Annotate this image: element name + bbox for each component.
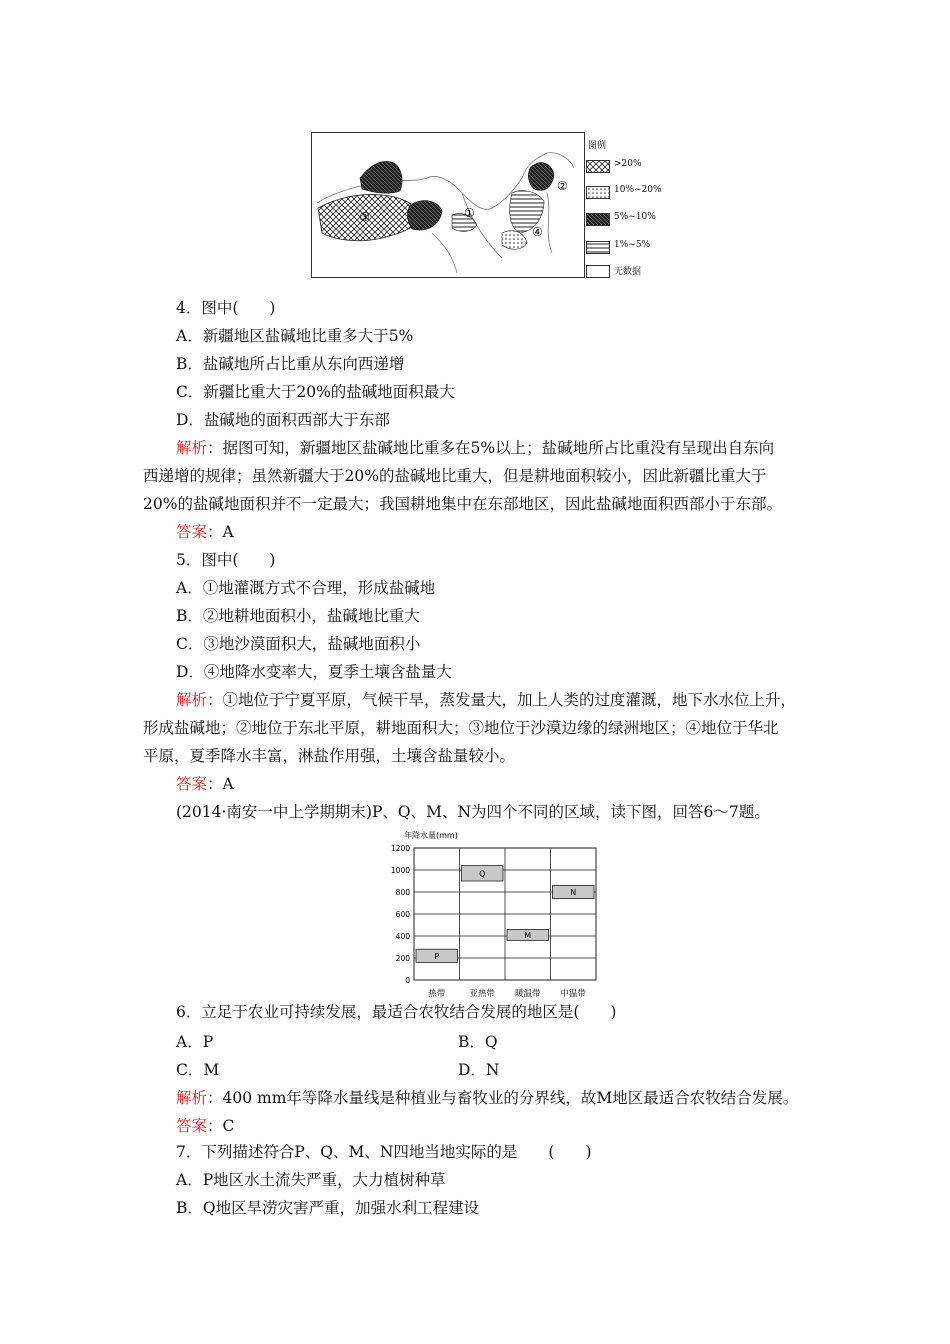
q4-analysis-line-2: 西递增的规律；虽然新疆大于20%的盐碱地比重大，但是耕地面积较小，因此新疆比重大于 [143,467,767,485]
q5-analysis-label: 解析 [176,691,208,709]
y-tick-0: 0 [405,976,410,985]
marker-2: ② [557,179,568,193]
marker-4: ④ [532,225,543,239]
legend-swatch-lines [586,241,610,254]
legend-item-5-10: 5%~10% [586,211,666,227]
legend-item-10-20: 10%~20% [586,184,666,200]
legend-swatch-dots [586,186,610,199]
region-xinjiang [318,195,422,241]
q5-option-c: C．③地沙漠面积大，盐碱地面积小 [176,635,421,653]
x-tick-0: 热带 [428,989,446,999]
legend-swatch-blank [586,265,610,278]
bar-label-Q: Q [479,869,486,879]
marker-3: ③ [359,210,370,224]
y-tick-800: 800 [395,888,410,897]
q7-option-a: A．P地区水土流失严重，大力植树种草 [176,1171,446,1189]
q6-option-a: A．P [176,1033,214,1051]
intro-text: (2014·南安一中上学期期末)P、Q、M、N为四个不同的区域，读下图，回答6～7题。 [176,803,770,821]
region-dark-ne [528,163,554,191]
marker-1: ① [464,206,475,220]
region-dots [502,231,527,250]
q4-option-b: B．盐碱地所占比重从东向西递增 [176,355,405,373]
q6-option-c: C．M [176,1061,220,1079]
legend-item-gt20: >20% [586,158,666,174]
y-tick-200: 200 [395,954,410,963]
x-tick-3: 中温带 [560,989,587,999]
x-tick-1: 亚热带 [469,989,496,999]
legend-swatch-dark [586,213,610,226]
x-tick-2: 暖温带 [514,989,541,999]
q5-answer: 答案：A [176,775,234,793]
q5-option-b: B．②地耕地面积小，盐碱地比重大 [176,607,420,625]
chart-title: 年降水量(mm) [404,831,458,840]
bar-label-M: M [524,930,532,940]
region-dark-north [360,161,402,193]
y-tick-1000: 1000 [390,866,410,875]
y-tick-400: 400 [395,932,410,941]
q5-analysis-line-2: 形成盐碱地；②地位于东北平原，耕地面积大；③地位于沙漠边缘的绿洲地区；④地位于华北 [143,719,779,737]
y-tick-1200: 1200 [390,844,410,853]
q6-option-b: B．Q [458,1033,498,1051]
legend-title: 图例 [588,141,607,151]
map-drawing [312,133,584,277]
bar-label-P: P [434,951,440,961]
q5-stem: 5．图中( ) [176,551,276,569]
q5-analysis-line-3: 平原，夏季降水丰富，淋盐作用强，土壤含盐量较小。 [143,747,516,765]
q4-analysis-label: 解析 [176,439,208,457]
q7-option-b: B．Q地区旱涝灾害严重，加强水利工程建设 [176,1199,480,1217]
q4-stem: 4．图中( ) [176,299,276,317]
q4-option-a: A．新疆地区盐碱地比重多大于5% [176,327,414,345]
q4-option-d: D．盐碱地的面积西部大于东部 [176,411,390,429]
legend-item-1-5: 1%~5% [586,239,666,255]
q4-answer: 答案：A [176,523,234,541]
salinity-map [311,132,585,278]
legend-swatch-crosshatch [586,160,610,173]
region-dark-middle [408,201,442,230]
q6-answer: 答案：C [176,1117,235,1135]
q5-analysis-line-1: 解析：①地位于宁夏平原，气候干旱，蒸发量大，加上人类的过度灌溉，地下水水位上升， [176,691,797,709]
q4-option-c: C．新疆比重大于20%的盐碱地面积最大 [176,383,455,401]
bar-label-N: N [570,888,577,897]
legend-item-nodata: 无数据 [586,263,666,279]
q5-option-a: A．①地灌溉方式不合理，形成盐碱地 [176,579,436,597]
q4-analysis-line-1: 解析：据图可知，新疆地区盐碱地比重多在5%以上；盐碱地所占比重没有呈现出自东向 [176,439,775,457]
chart-svg [380,826,610,1026]
map-legend [586,138,666,278]
q6-stem: 6．立足于农业可持续发展，最适合农牧结合发展的地区是( ) [176,1003,617,1021]
q5-option-d: D．④地降水变率大，夏季土壤含盐量大 [176,663,452,681]
y-tick-600: 600 [395,910,410,919]
q6-analysis: 解析：400 mm年等降水量线是种植业与畜牧业的分界线，故M地区最适合农牧结合发展。 [176,1089,799,1107]
q4-analysis-line-3: 20%的盐碱地面积并不一定最大；我国耕地集中在东部地区，因此盐碱地面积西部小于东部。 [143,495,782,513]
precipitation-chart [380,826,610,1026]
q7-stem: 7．下列描述符合P、Q、M、N四地当地实际的是 ( ) [176,1143,592,1161]
q6-option-d: D．N [458,1061,500,1079]
